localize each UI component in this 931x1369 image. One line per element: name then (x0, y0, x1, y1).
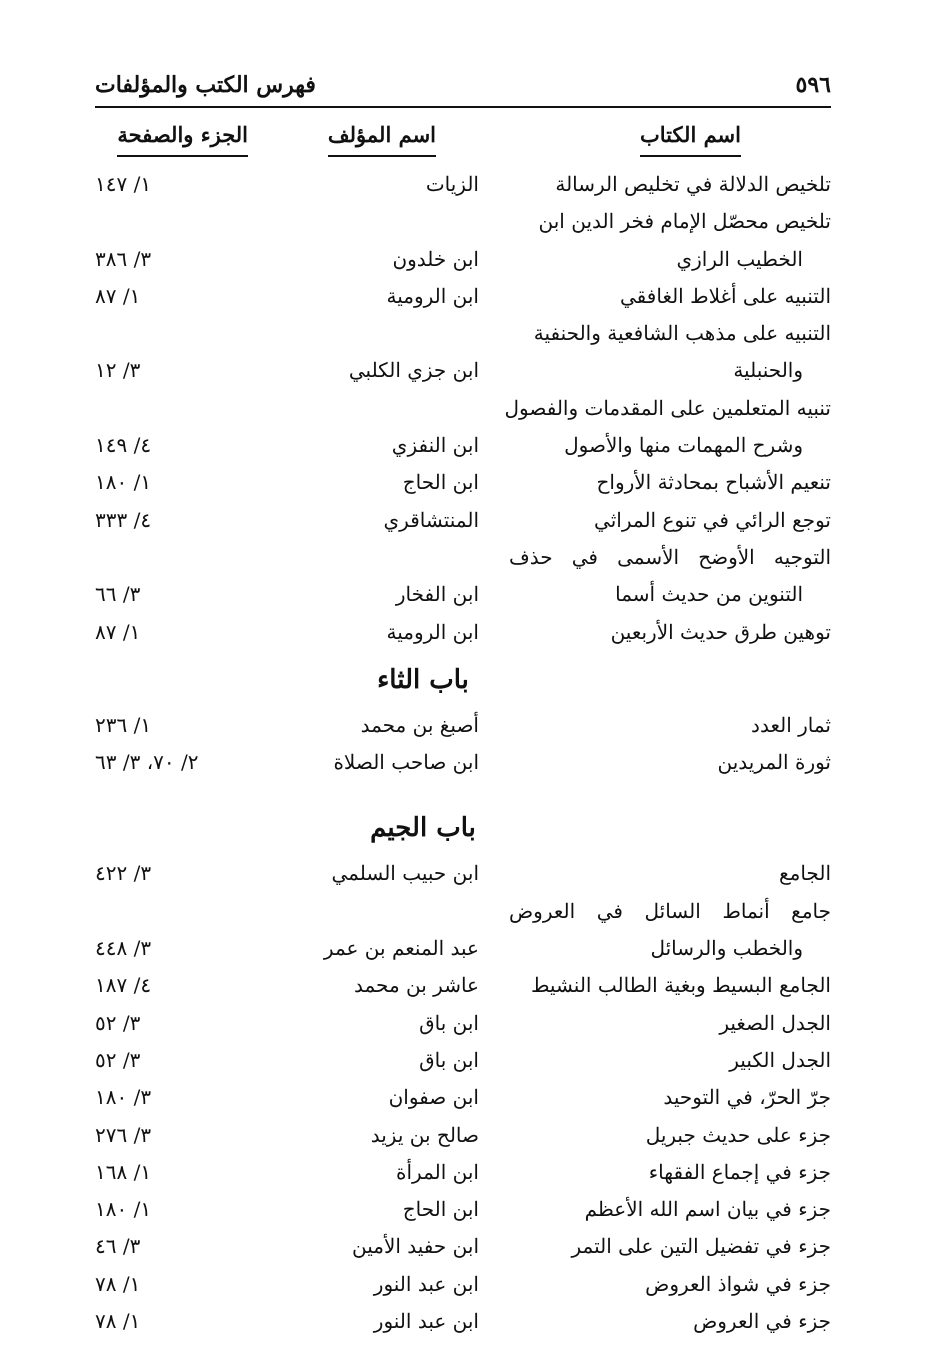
volume-page: ١/ ٧٨ (95, 1309, 141, 1334)
column-header-book: اسم الكتاب (640, 122, 741, 157)
author-name: ابن الفخار (395, 582, 479, 607)
book-title: تلخيص الدلالة في تخليص الرسالة (555, 172, 831, 196)
author-name: ابن المرأة (396, 1159, 479, 1184)
book-title: ثمار العدد (751, 712, 831, 737)
book-title: توهين طرق حديث الأربعين (610, 619, 831, 644)
page-number: ٥٩٦ (795, 72, 831, 98)
book-title: والخطب والرسائل (650, 936, 803, 961)
author-name: أصبغ بن محمد (360, 712, 479, 737)
index-entry (95, 614, 831, 651)
author-name: ابن صفوان (388, 1085, 479, 1110)
index-entry (95, 1079, 831, 1116)
author-name: ابن عبد النور (373, 1271, 479, 1296)
book-title: تلخيص محصّل الإمام فخر الدين ابن (538, 209, 831, 234)
author-name: ابن الرومية (386, 283, 479, 308)
author-name: ابن جزي الكلبي (348, 358, 479, 383)
author-name: ابن الحاج (402, 1197, 479, 1222)
volume-page: ١/ ١٤٧ (95, 172, 152, 196)
index-entry (95, 539, 831, 576)
index-entry (95, 893, 831, 930)
volume-page: ١/ ٢٣٦ (95, 712, 152, 737)
book-title: التوجيه الأوضح الأسمى في حذف (509, 544, 831, 569)
index-entry (95, 278, 831, 315)
author-name: عاشر بن محمد (353, 973, 479, 998)
column-header-volume-page: الجزء والصفحة (117, 122, 248, 157)
book-title: ثورة المريدين (717, 750, 831, 775)
index-entry (95, 427, 831, 464)
volume-page: ١/ ١٦٨ (95, 1159, 152, 1184)
index-entry (95, 855, 831, 892)
volume-page: ٣/ ١٢ (95, 358, 141, 383)
index-entry (95, 1154, 831, 1191)
index-entry (95, 1005, 831, 1042)
volume-page: ٣/ ٥٢ (95, 1047, 141, 1072)
index-entry (95, 930, 831, 967)
volume-page: ٣/ ٤٢٢ (95, 861, 152, 886)
book-title: والحنبلية (733, 358, 803, 383)
entries-group-jim (95, 855, 831, 1340)
entries-group-tha (95, 707, 831, 782)
index-entry (95, 1042, 831, 1079)
book-title: جزء في بيان اسم الله الأعظم (584, 1197, 831, 1222)
author-name: ابن صاحب الصلاة (333, 750, 479, 775)
volume-page: ٣/ ٥٢ (95, 1010, 141, 1035)
author-name: ابن الرومية (386, 619, 479, 644)
page-header (95, 66, 831, 108)
volume-page: ٣/ ٢٧٦ (95, 1122, 152, 1147)
book-title: الخطيب الرازي (676, 246, 803, 271)
section-heading-jim: باب الجيم (370, 813, 476, 844)
index-entry (95, 241, 831, 278)
index-entry (95, 1303, 831, 1340)
volume-page: ١/ ١٨٠ (95, 470, 152, 495)
book-title: تنعيم الأشباح بمحادثة الأرواح (596, 470, 831, 495)
book-title: التنبيه على أغلاط الغافقي (620, 283, 831, 308)
volume-page: ١/ ١٨٠ (95, 1197, 152, 1222)
section-heading-tha: باب الثاء (377, 664, 469, 695)
author-name: عبد المنعم بن عمر (323, 936, 479, 961)
author-name: ابن باق (419, 1010, 479, 1035)
index-entry (95, 352, 831, 389)
index-entry (95, 744, 831, 781)
index-entry (95, 203, 831, 240)
index-entry (95, 315, 831, 352)
volume-page: ٤/ ٣٣٣ (95, 507, 152, 532)
volume-page: ٣/ ٤٦ (95, 1234, 141, 1259)
volume-page: ٣/ ٤٤٨ (95, 936, 152, 961)
running-title: فهرس الكتب والمؤلفات (95, 72, 316, 98)
index-body (95, 166, 831, 1340)
author-name: ابن النفزي (391, 433, 479, 458)
volume-page: ٣/ ٦٦ (95, 582, 141, 607)
author-name: ابن حفيد الأمين (351, 1234, 479, 1259)
book-title: تنبيه المتعلمين على المقدمات والفصول (504, 395, 831, 420)
index-entry (95, 1228, 831, 1265)
book-title: جزء في العروض (693, 1309, 831, 1334)
book-title: توجع الرائي في تنوع المراثي (594, 507, 831, 532)
book-title: جزء في تفضيل التين على التمر (571, 1234, 831, 1259)
author-name: ابن حبيب السلمي (331, 861, 479, 886)
index-entry (95, 1117, 831, 1154)
volume-page: ١/ ٨٧ (95, 619, 141, 644)
column-header-author: اسم المؤلف (328, 122, 436, 157)
volume-page: ١/ ٨٧ (95, 283, 141, 308)
book-title: الجدل الصغير (719, 1010, 831, 1035)
book-title: جامع أنماط السائل في العروض (509, 898, 831, 923)
author-name: الزيات (425, 172, 479, 196)
volume-page: ٢/ ٧٠، ٣/ ٦٣ (95, 750, 199, 775)
book-title: جزء في شواذ العروض (645, 1271, 831, 1296)
index-entry (95, 166, 831, 203)
index-entry (95, 1191, 831, 1228)
book-title: جزء في إجماع الفقهاء (648, 1159, 831, 1184)
index-entry (95, 464, 831, 501)
book-title: جرّ الحرّ، في التوحيد (663, 1085, 831, 1110)
volume-page: ٣/ ١٨٠ (95, 1085, 152, 1110)
author-name: ابن الحاج (402, 470, 479, 495)
book-title: التنبيه على مذهب الشافعية والحنفية (533, 321, 831, 346)
volume-page: ٤/ ١٤٩ (95, 433, 152, 458)
author-name: المنتشاقري (383, 507, 479, 532)
book-title: التنوين من حديث أسما (615, 582, 803, 607)
volume-page: ١/ ٧٨ (95, 1271, 141, 1296)
index-entry (95, 707, 831, 744)
index-entry (95, 502, 831, 539)
author-name: ابن خلدون (392, 246, 479, 271)
entries-group-ta (95, 166, 831, 651)
index-entry (95, 390, 831, 427)
book-title: جزء على حديث جبريل (645, 1122, 831, 1147)
book-title: الجامع (778, 861, 831, 886)
book-title: الجدل الكبير (729, 1047, 831, 1072)
book-title: وشرح المهمات منها والأصول (564, 433, 803, 458)
volume-page: ٣/ ٣٨٦ (95, 246, 152, 271)
index-entry (95, 1266, 831, 1303)
author-name: صالح بن يزيد (370, 1122, 479, 1147)
index-entry (95, 967, 831, 1004)
index-entry (95, 576, 831, 613)
author-name: ابن عبد النور (373, 1309, 479, 1334)
book-title: الجامع البسيط وبغية الطالب النشيط (530, 973, 831, 998)
author-name: ابن باق (419, 1047, 479, 1072)
volume-page: ٤/ ١٨٧ (95, 973, 152, 998)
